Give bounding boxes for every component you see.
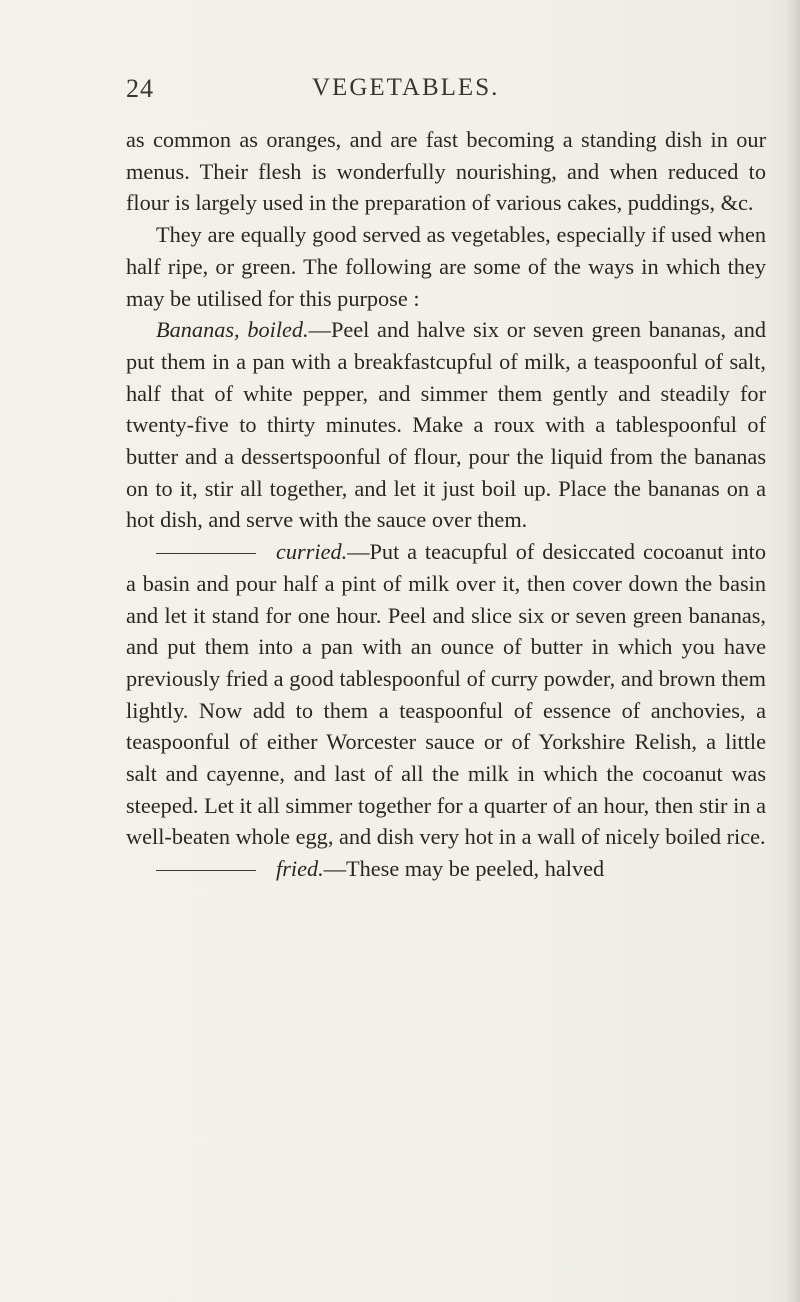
page-number: 24 — [126, 74, 154, 103]
recipe-fried — [126, 853, 766, 885]
recipe-boiled — [126, 314, 766, 536]
running-title: VEGETABLES. — [312, 74, 500, 101]
paragraph-intro: They are equally good served as vegetables, especially if used when half ripe, or green. The following are some of the ways in which they may be utilised for this purpose : — [126, 222, 766, 311]
recipe-title-boiled: Bananas, boiled. — [156, 317, 309, 343]
recipe-body-fried: —These may be peeled, halved — [323, 856, 605, 882]
recipe-title-curried: curried. — [276, 539, 348, 565]
page-header — [126, 74, 766, 114]
ditto-rule — [156, 553, 256, 554]
recipe-title-fried: fried. — [276, 856, 324, 882]
recipe-body-boiled: —Peel and halve six or seven green bananas, and put them in a pan with a breakfastcupful of milk, a teaspoonful of salt, half that of white pepper, and simmer them gently and steadily for twenty-five to thirty minutes. Make a roux with a tablespoonful of butter and a dessertspoonful of flour, pour the liquid from the bananas on to it, stir all together, and let it just boil up. Place the bananas on a hot dish, and serve with the sauce over them. — [126, 317, 766, 533]
ditto-rule — [156, 870, 256, 871]
recipe-curried — [126, 536, 766, 853]
paragraph-continuation: as common as oranges, and are fast becoming a standing dish in our menus. Their flesh is wonderfully nourishing, and when reduced to flour is largely used in the preparation of various cakes, puddings, &c. — [126, 127, 766, 216]
page-edge-shadow — [786, 0, 800, 1302]
body-text — [126, 124, 766, 885]
recipe-body-curried: —Put a teacupful of desiccated cocoanut into a basin and pour half a pint of milk over it, then cover down the basin and let it stand for one hour. Peel and slice six or seven green bananas, and put them into a pan with an ounce of butter in which you have previously fried a good tablespoonful of curry powder, and brown them lightly. Now add to them a teaspoonful of essence of anchovies, a teaspoonful of either Worcester sauce or of Yorkshire Relish, a little salt and cayenne, and last of all the milk in which the cocoanut was steeped. Let it all simmer together for a quarter of an hour, then stir in a well-beaten whole egg, and dish very hot in a wall of nicely boiled rice. — [126, 539, 766, 850]
